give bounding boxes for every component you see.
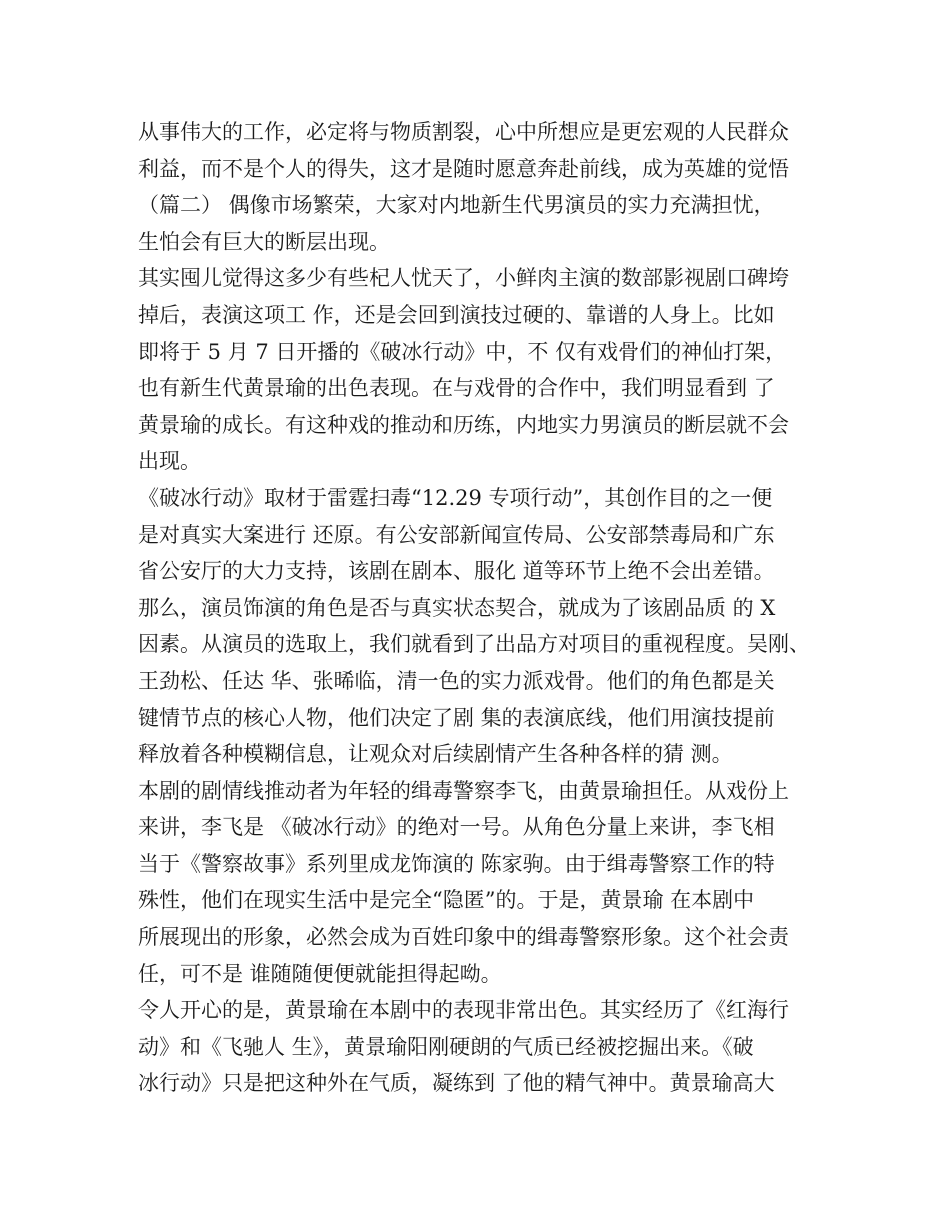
text-line: 释放着各种模糊信息，让观众对后续剧情产生各种各样的猜 测。 (138, 742, 733, 767)
text-line: 从事伟大的工作，必定将与物质割裂，心中所想应是更宏观的人民群众 (138, 120, 789, 144)
text-line: 掉后，表演这项工 作，还是会回到演技过硬的、靠谱的人身上。比如 (138, 302, 775, 327)
text-line: 令人开心的是，黄景瑜在本剧中的表现非常出色。其实经历了《红海行 (138, 998, 789, 1023)
text-line: 本剧的剧情线推动者为年轻的缉毒警察李飞，由黄景瑜担任。从戏份上 (138, 778, 789, 803)
text-line: 任，可不是 谁随随便便就能担得起呦。 (138, 961, 502, 986)
text-line: 生怕会有巨大的断层出现。 (138, 229, 390, 254)
text-line: 冰行动》只是把这种外在气质，凝练到 了他的精气神中。黄景瑜高大 (138, 1071, 775, 1096)
text-line: 王劲松、任达 华、张晞临，清一色的实力派戏骨。他们的角色都是关 (138, 668, 775, 693)
text-line: 省公安厅的大力支持，该剧在剧本、服化 道等环节上绝不会出差错。 (138, 559, 775, 584)
text-line: 出现。 (138, 449, 201, 474)
text-line: 利益，而不是个人的得失，这才是随时愿意奔赴前线，成为英雄的觉悟 (138, 156, 789, 181)
text-line: 因素。从演员的选取上，我们就看到了出品方对项目的重视程度。吴刚、 (138, 632, 810, 657)
text-line: 所展现出的形象，必然会成为百姓印象中的缉毒警察形象。这个社会责 (138, 925, 789, 950)
text-line: 即将于 5 月 7 日开播的《破冰行动》中，不 仅有戏骨们的神仙打架， (138, 339, 787, 364)
text-line: 《破冰行动》取材于雷霆扫毒“12.29 专项行动”，其创作目的之一便 (138, 485, 773, 510)
text-line: 当于《警察故事》系列里成龙饰演的 陈家驹。由于缉毒警察工作的特 (138, 851, 775, 876)
text-line: 其实囤儿觉得这多少有些杞人忧天了，小鲜肉主演的数部影视剧口碑垮 (138, 266, 789, 291)
document-body (138, 114, 828, 1102)
text-line: （篇二） 偶像市场繁荣，大家对内地新生代男演员的实力充满担忧， (138, 193, 775, 218)
text-line: 殊性，他们在现实生活中是完全“隐匿”的。于是，黄景瑜 在本剧中 (138, 888, 755, 913)
text-line: 也有新生代黄景瑜的出色表现。在与戏骨的合作中，我们明显看到 了 (138, 376, 775, 401)
text-line: 那么，演员饰演的角色是否与真实状态契合，就成为了该剧品质 的 X (138, 595, 776, 620)
text-line: 动》和《飞驰人 生》，黄景瑜阳刚硬朗的气质已经被挖掘出来。《破 (138, 1034, 754, 1059)
text-line: 黄景瑜的成长。有这种戏的推动和历练，内地实力男演员的断层就不会 (138, 412, 789, 437)
text-line: 是对真实大案进行 还原。有公安部新闻宣传局、公安部禁毒局和广东 (138, 522, 775, 547)
text-line: 来讲，李飞是 《破冰行动》的绝对一号。从角色分量上来讲，李飞相 (138, 815, 775, 840)
text-line: 键情节点的核心人物，他们决定了剧 集的表演底线，他们用演技提前 (138, 705, 775, 730)
